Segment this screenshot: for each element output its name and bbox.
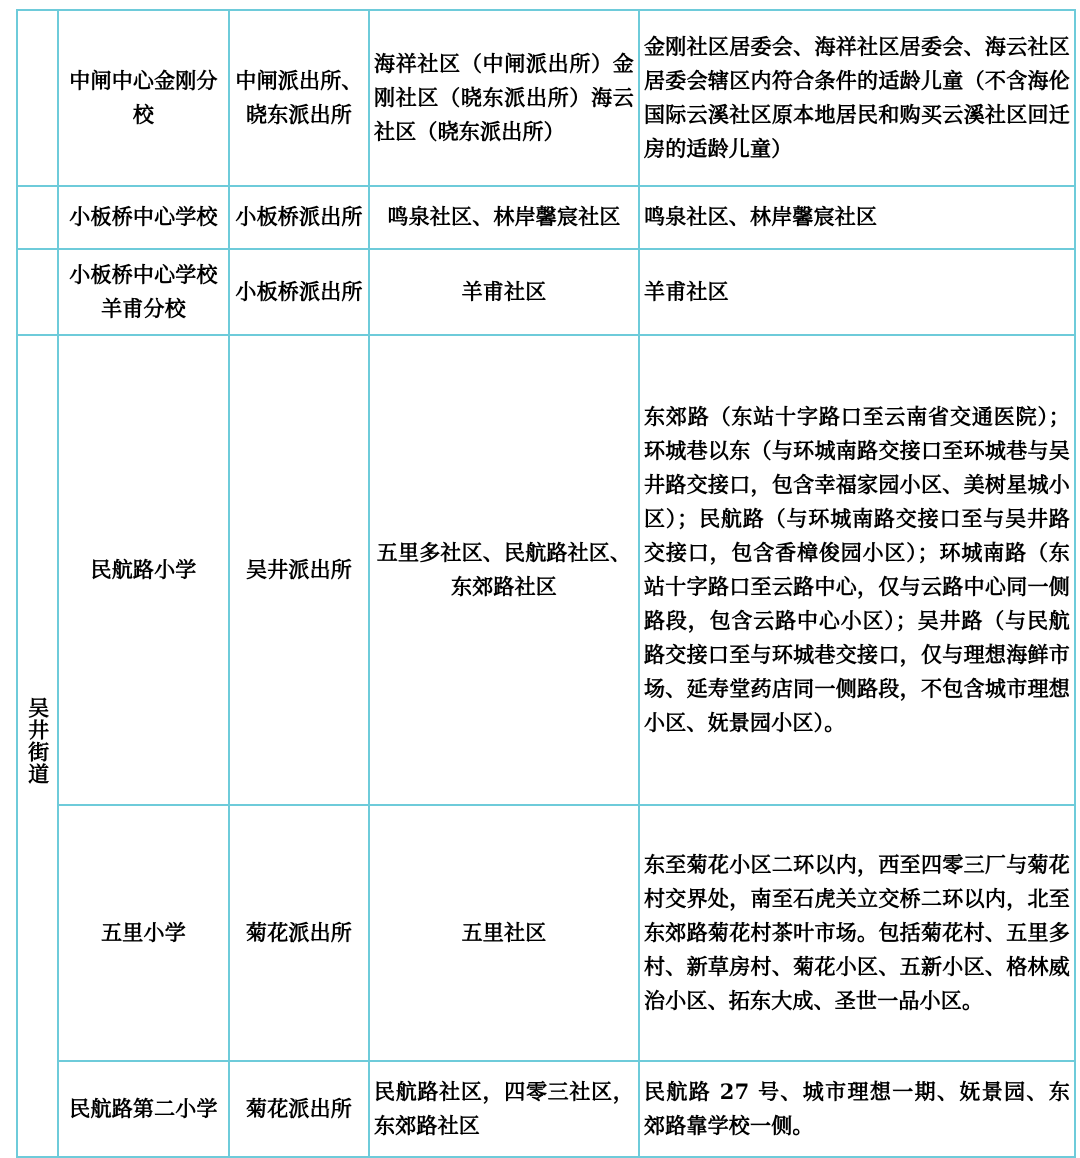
street-cell-empty-bot [17,249,58,335]
street-name-vertical-text: 吴井街道 [25,696,51,785]
school-name-cell: 小板桥中心学校羊甫分校 [58,249,229,335]
enrollment-range-cell: 东至菊花小区二环以内，西至四零三厂与菊花村交界处，南至石虎关立交桥二环以内，北至东郊路菊花村茶叶市场。包括菊花村、五里多村、新草房村、菊花小区、五新小区、格林威治小区、拓东大成、圣世一品小区。 [639,805,1075,1061]
police-station-cell: 小板桥派出所 [229,186,369,249]
school-name-cell: 五里小学 [58,805,229,1061]
table-row [17,249,1075,335]
school-name-cell: 中闸中心金刚分校 [58,10,229,186]
communities-cell: 海祥社区（中闸派出所）金刚社区（晓东派出所）海云社区（晓东派出所） [369,10,639,186]
table-row [17,186,1075,249]
police-station-cell: 小板桥派出所 [229,249,369,335]
enrollment-range-cell: 东郊路（东站十字路口至云南省交通医院）；环城巷以东（与环城南路交接口至环城巷与吴井路交接口，包含幸福家园小区、美树星城小区）；民航路（与环城南路交接口至与吴井路交接口，包含香樟俊园小区）；环城南路（东站十字路口至云路中心，仅与云路中心同一侧路段，包含云路中心小区）；吴井路（与民航路交接口至与环城巷交接口，仅与理想海鲜市场、延寿堂药店同一侧路段，不包含城市理想小区、妩景园小区）。 [639,335,1075,805]
communities-cell: 鸣泉社区、林岸馨宸社区 [369,186,639,249]
police-station-cell: 菊花派出所 [229,805,369,1061]
enrollment-range-cell: 羊甫社区 [639,249,1075,335]
school-district-table [16,9,1076,1158]
street-name-cell [17,335,58,1157]
police-station-cell: 吴井派出所 [229,335,369,805]
street-cell-empty-top [17,10,58,186]
police-station-cell: 中闸派出所、晓东派出所 [229,10,369,186]
school-name-cell: 民航路小学 [58,335,229,805]
table-row [17,805,1075,1061]
enrollment-range-cell: 民航路 27 号、城市理想一期、妩景园、东郊路靠学校一侧。 [639,1061,1075,1157]
enrollment-range-cell: 鸣泉社区、林岸馨宸社区 [639,186,1075,249]
communities-cell: 民航路社区，四零三社区，东郊路社区 [369,1061,639,1157]
school-name-cell: 小板桥中心学校 [58,186,229,249]
enrollment-range-cell: 金刚社区居委会、海祥社区居委会、海云社区居委会辖区内符合条件的适龄儿童（不含海伦国际云溪社区原本地居民和购买云溪社区回迁房的适龄儿童） [639,10,1075,186]
street-cell-empty-mid [17,186,58,249]
table-row [17,335,1075,805]
communities-cell: 羊甫社区 [369,249,639,335]
communities-cell: 五里多社区、民航路社区、东郊路社区 [369,335,639,805]
police-station-cell: 菊花派出所 [229,1061,369,1157]
communities-cell: 五里社区 [369,805,639,1061]
table-row [17,1061,1075,1157]
table-row [17,10,1075,186]
school-name-cell: 民航路第二小学 [58,1061,229,1157]
